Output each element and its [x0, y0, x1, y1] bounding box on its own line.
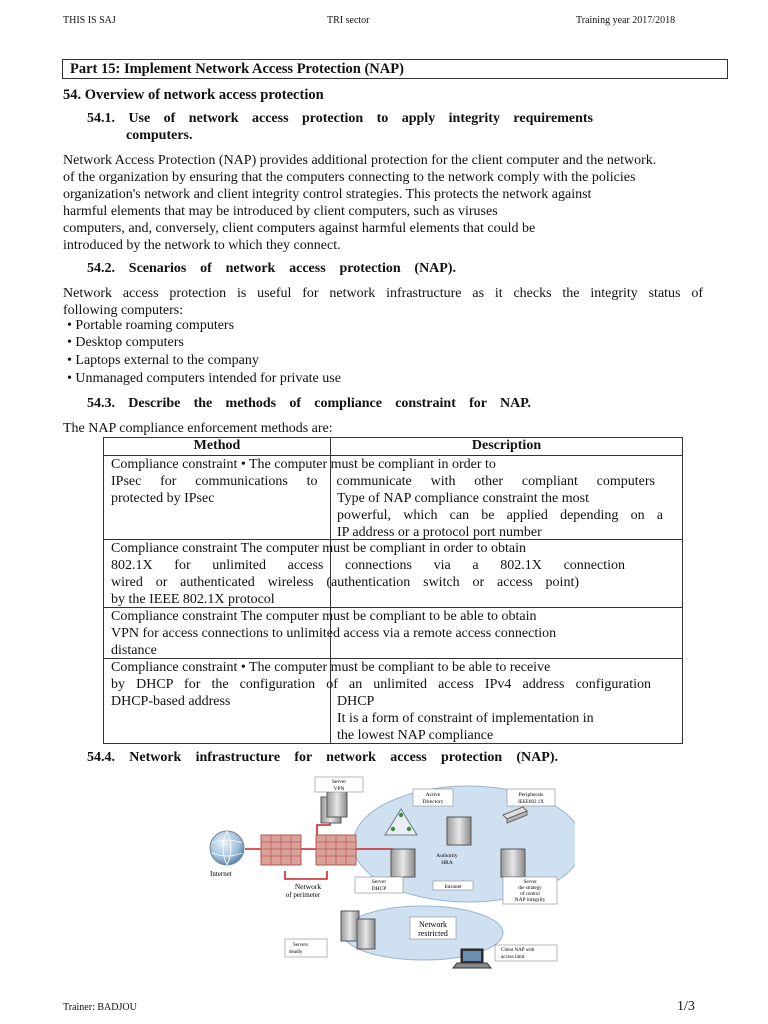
label-server-vpn: VPN: [333, 786, 345, 792]
label-peripherals: Peripherals: [518, 792, 544, 798]
method-line: wired or authenticated wireless (authentication switch or access point): [111, 575, 579, 590]
method-line: Compliance constraint • The computer must be compliant to be able to receive: [111, 660, 551, 675]
table-header-row: [104, 438, 683, 456]
method-cell: [104, 540, 625, 608]
label-peripherals: IEEE802.1X: [518, 800, 544, 805]
method-cell: [104, 608, 557, 659]
compliance-table: [103, 437, 683, 744]
s542-heading: 54.2. Scenarios of network access protection (NAP).: [87, 261, 456, 276]
method-line: by the IEEE 802.1X protocol: [111, 592, 275, 607]
firewall-icon: [261, 835, 301, 865]
method-line: VPN for access connections to unlimited access via a remote access connection: [111, 626, 557, 641]
description-line: powerful, which can be applied depending on a: [337, 508, 663, 523]
s541-heading-line2: computers.: [126, 128, 193, 143]
label-network-perimeter: Network: [294, 882, 322, 891]
label-active-directory: Directory: [422, 799, 444, 805]
label-internet: Internet: [210, 870, 232, 878]
method-line: by DHCP for the configuration of an unlimited access IPv4 address configuration: [111, 677, 651, 692]
nap-network-diagram: [205, 773, 575, 976]
label-network-restricted: Network: [419, 920, 447, 929]
method-line: DHCP-based address: [111, 694, 231, 709]
s542-bullet: • Laptops external to the company: [67, 353, 259, 368]
label-nap-server: the strategy: [518, 886, 542, 891]
s543-intro: The NAP compliance enforcement methods are:: [63, 421, 333, 436]
vpn-server-icon: [321, 791, 347, 823]
nap-policy-server-icon: [501, 849, 525, 877]
label-server-dhcp: DHCP: [371, 886, 387, 892]
description-cell: [331, 659, 683, 744]
description-line: DHCP: [337, 694, 375, 709]
table-header-description: Description: [331, 438, 683, 456]
header-right: Training year 2017/2018: [576, 15, 676, 26]
table-row: [104, 608, 683, 659]
method-line: Compliance constraint The computer must be compliant in order to obtain: [111, 541, 526, 556]
label-server-vpn: Server: [331, 779, 347, 785]
description-line: Type of NAP compliance constraint the most: [337, 491, 589, 506]
label-servers-deadly: deadly: [289, 950, 303, 955]
s542-intro-line1: Network access protection is useful for network infrastructure as it checks the integrity status of: [63, 286, 703, 301]
s541-body-line5: computers, and, conversely, client computers against harmful elements that could be: [63, 221, 536, 236]
s542-bullet: • Portable roaming computers: [67, 318, 235, 333]
description-cell: [331, 540, 683, 608]
label-server-dhcp: Server: [371, 879, 387, 885]
method-line: distance: [111, 643, 157, 658]
s541-heading-line1: 54.1. Use of network access protection to apply integrity requirements: [87, 111, 593, 126]
footer-trainer: Trainer: BADJOU: [63, 1002, 137, 1013]
label-nap-server: NAP integrity: [514, 897, 546, 903]
s542-intro-line2: following computers:: [63, 303, 184, 318]
label-network-perimeter: of perimeter: [285, 891, 321, 899]
header-center: TRI sector: [327, 15, 370, 26]
method-line: protected by IPsec: [111, 491, 215, 506]
description-line: the lowest NAP compliance: [337, 728, 494, 743]
description-cell: [331, 608, 683, 659]
table-row: [104, 659, 683, 744]
s542-bullet: • Unmanaged computers intended for private use: [67, 371, 341, 386]
s541-body-line3: organization's network and client integrity control strategies. This protects the network against: [63, 187, 592, 202]
s542-bullet: • Desktop computers: [67, 335, 184, 350]
label-nap-server: of control: [520, 892, 540, 897]
description-line: IP address or a protocol port number: [337, 525, 542, 540]
table-header-method: Method: [104, 438, 331, 456]
label-servers-deadly: Servers: [293, 943, 308, 948]
part-title: Part 15: Implement Network Access Protection (NAP): [62, 59, 728, 79]
label-network-restricted: restricted: [418, 929, 448, 938]
label-nap-server: Server: [523, 880, 537, 885]
label-active-directory: Active: [425, 792, 441, 798]
page-number: 1/3: [677, 999, 695, 1014]
s543-heading: 54.3. Describe the methods of compliance constraint for NAP.: [87, 396, 531, 411]
hra-server-icon: [447, 817, 471, 845]
section-54-heading: 54. Overview of network access protection: [63, 87, 324, 103]
table-row: [104, 456, 683, 540]
s544-heading: 54.4. Network infrastructure for network access protection (NAP).: [87, 750, 558, 765]
firewall-icon: [316, 835, 356, 865]
label-client-nap: Client NAP with: [501, 948, 535, 953]
header-left: THIS IS SAJ: [63, 15, 116, 26]
description-line: It is a form of constraint of implementation in: [337, 711, 594, 726]
method-line: Compliance constraint • The computer must be compliant in order to: [111, 457, 496, 472]
s541-body-line1: Network Access Protection (NAP) provides additional protection for the client computer and the network.: [63, 153, 657, 168]
label-client-nap: access limit: [501, 955, 525, 960]
label-authority-hra: HRA: [441, 860, 453, 866]
internet-globe-icon: [210, 831, 244, 865]
label-authority-hra: Authority: [436, 853, 458, 859]
method-line: 802.1X for unlimited access connections via a 802.1X connection: [111, 558, 625, 573]
s541-body-line6: introduced by the network to which they connect.: [63, 238, 341, 253]
s541-body-line4: harmful elements that may be introduced by client computers, such as viruses: [63, 204, 498, 219]
method-line: IPsec for communications to communicate with other compliant computers: [111, 474, 655, 489]
dhcp-server-icon: [391, 849, 415, 877]
method-line: Compliance constraint The computer must be compliant to be able to obtain: [111, 609, 537, 624]
description-cell: [331, 456, 683, 540]
table-row: [104, 540, 683, 608]
s541-body-line2: of the organization by ensuring that the computers connecting to the network comply with the policies: [63, 170, 636, 185]
label-intranet: Intranet: [444, 884, 462, 890]
